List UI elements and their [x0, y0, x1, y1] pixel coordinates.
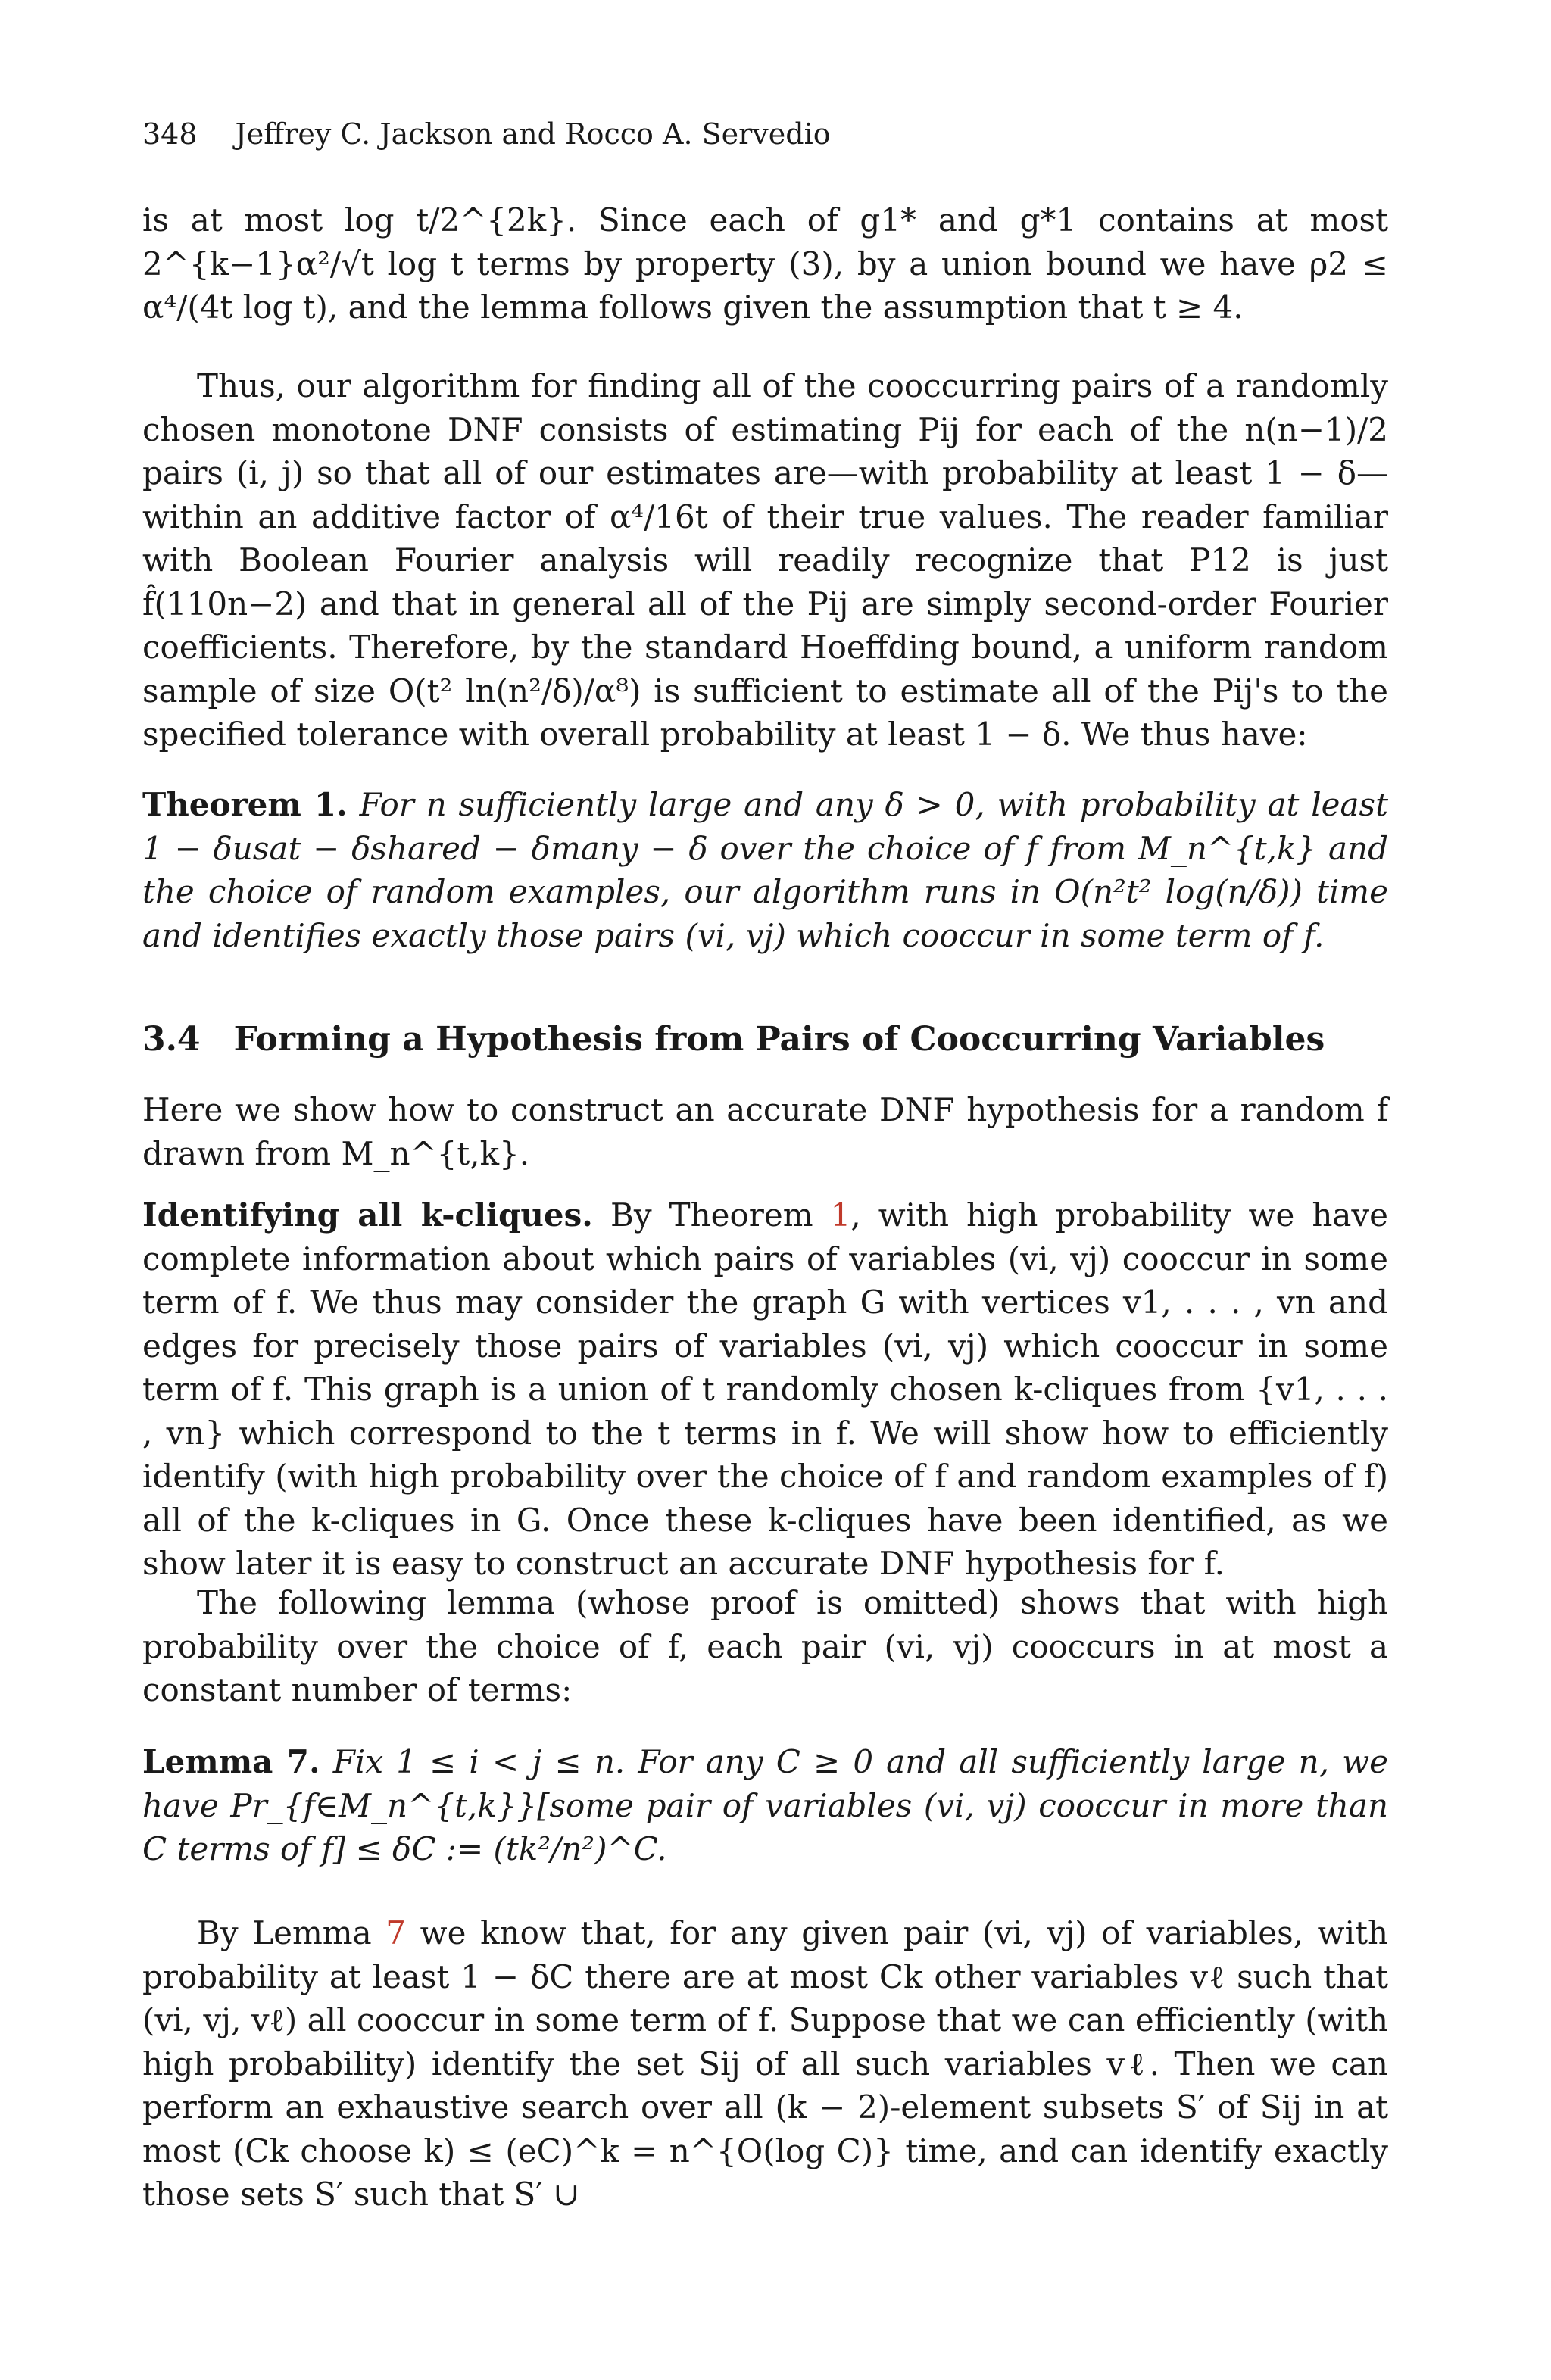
section-heading [142, 1017, 1430, 1062]
section-title: Forming a Hypothesis from Pairs of Cooccurring Variables [233, 1020, 1325, 1059]
page-number: 348 [142, 117, 198, 151]
paragraph-lemma-intro: The following lemma (whose proof is omitted) shows that with high probability over the choice of f, each pair (vi, vj) cooccurs in at most a constant number of terms: [142, 1584, 1388, 1708]
paragraph-text-prefix: By Theorem [610, 1196, 831, 1234]
paragraph-exhaustive-search [142, 1911, 1388, 2216]
lemma-reference-link[interactable]: 7 [385, 1914, 407, 1951]
paragraph-algorithm-description: Thus, our algorithm for finding all of the cooccurring pairs of a randomly chosen monotone DNF consists of estimating Pij for each of the n(n−1)/2 pairs (i, j) so that all of our estimates are—with probability at least 1 − δ—within an additive factor of α⁴/16t of their true values. The reader familiar with Boolean Fourier analysis will readily recognize that P12 is just f̂(110n−2) and that in general all of the Pij are simply second-order Fourier coefficients. Therefore, by the standard Hoeffding bound, a uniform random sample of size O(t² ln(n²/δ)/α⁸) is sufficient to estimate all of the Pij's to the specified tolerance with overall probability at least 1 − δ. We thus have: [142, 367, 1388, 753]
paragraph-lemma-conclusion: is at most log t/2^{2k}. Since each of g1* and g*1 contains at most 2^{k−1}α²/√t log t terms by property (3), by a union bound we have ρ2 ≤ α⁴/(4t log t), and the lemma follows given the assumption that t ≥ 4. [142, 201, 1388, 326]
running-header-authors: Jeffrey C. Jackson and Rocco A. Servedio [235, 117, 831, 151]
lemma-7-statement: Fix 1 ≤ i < j ≤ n. For any C ≥ 0 and all sufficiently large n, we have Pr_{f∈M_n^{t,k}}[some pair of variables (vi, vj) cooccur in more than C terms of f] ≤ δC := (tk²/n²)^C. [142, 1743, 1388, 1867]
section-number: 3.4 [142, 1020, 201, 1059]
paragraph-heading-identifying-cliques: Identifying all k-cliques. [142, 1196, 593, 1234]
paragraph-text-body: , with high probability we have complete information about which pairs of variables (vi, vj) cooccur in some term of f. We thus may consider the graph G with vertices v1, . . . , vn and edges for precisely those pairs of variables (vi, vj) which cooccur in some term of f. This graph is a union of t randomly chosen k-cliques from {v1, . . . , vn} which correspond to the t terms in f. We will show how to efficiently identify (with high probability over the choice of f and random examples of f) all of the k-cliques in G. Once these k-cliques have been identified, as we show later it is easy to construct an accurate DNF hypothesis for f. [142, 1196, 1389, 1582]
lemma-7 [142, 1740, 1388, 1871]
paragraph-section-intro: Here we show how to construct an accurate DNF hypothesis for a random f drawn from M_n^{t,k}. [142, 1091, 1388, 1172]
theorem-1-statement: For n sufficiently large and any δ > 0, with probability at least 1 − δusat − δshared − δmany − δ over the choice of f from M_n^{t,k} and the choice of random examples, our algorithm runs in O(n²t² log(n/δ)) time and identifies exactly those pairs (vi, vj) which cooccur in some term of f. [142, 786, 1388, 954]
theorem-1-heading: Theorem 1. [142, 786, 348, 823]
theorem-reference-link[interactable]: 1 [830, 1196, 851, 1234]
theorem-1 [142, 783, 1388, 957]
running-header [142, 114, 831, 154]
paragraph-text-prefix: By Lemma [197, 1914, 386, 1951]
paragraph-text-body: we know that, for any given pair (vi, vj) of variables, with probability at least 1 − δC there are at most Ck other variables vℓ such that (vi, vj, vℓ) all cooccur in some term of f. Suppose that we can efficiently (with high probability) identify the set Sij of all such variables vℓ. Then we can perform an exhaustive search over all (k − 2)-element subsets S′ of Sij in at most (Ck choose k) ≤ (eC)^k = n^{O(log C)} time, and can identify exactly those sets S′ such that S′ ∪ [142, 1914, 1388, 2213]
paragraph-identifying-cliques [142, 1193, 1388, 1586]
lemma-7-heading: Lemma 7. [142, 1743, 320, 1780]
